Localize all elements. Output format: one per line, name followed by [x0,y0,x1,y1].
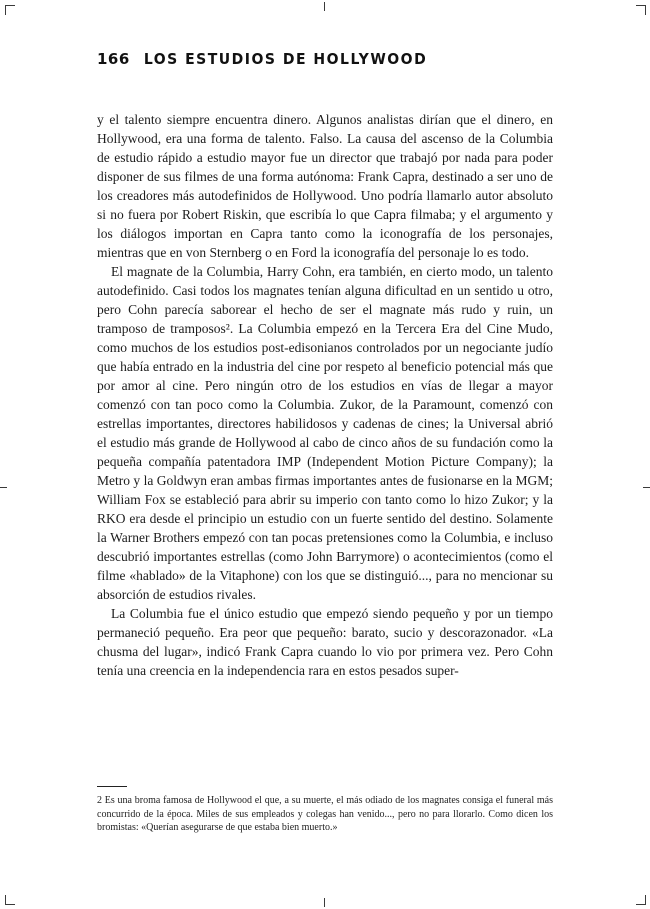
crop-mark-top-center [324,2,325,11]
crop-mark-bottom-left [5,895,15,905]
footnote [97,786,553,835]
crop-mark-top-left [5,5,15,15]
paragraph-3: La Columbia fue el único estudio que empezó siendo pequeño y por un tiempo permaneció pequeño. Era peor que pequeño: barato, sucio y descorazonador. «La chusma del lugar», indicó Frank Capra cuando lo vio por primera vez. Pero Cohn tenía una creencia en la independencia rara en estos pesados super- [97,606,553,678]
footnote-text: 2 Es una broma famosa de Hollywood el que, a su muerte, el más odiado de los magnates consiga el funeral más concurrido de la época. Miles de sus empleados y colegas han venido..., pero no para llorarlo. Como dicen los bromistas: «Querían asegurarse de que estaba bien muerto.» [97,795,553,833]
paragraph-2: El magnate de la Columbia, Harry Cohn, era también, en cierto modo, un talento autodefinido. Casi todos los magnates tenían alguna dificultad en un sentido u otro, pero Cohn parecía saborear el hecho de ser el magnate más rudo y ruin, un tramposo de tramposos². La Columbia empezó en la Tercera Era del Cine Mudo, como muchos de los estudios post-edisonianos controlados por un negociante judío que había entrado en la industria del cine por respeto al beneficio potencial más que por amor al cine. Pero ningún otro de los estudios en vías de llegar a mayor comenzó con tan poco como la Columbia. Zukor, de la Paramount, comenzó con estrellas importantes, directores habilidosos y cadenas de cines; la Universal abrió el estudio más grande de Hollywood al cabo de cinco años de su fundación como la pequeña compañía patentadora IMP (Independent Motion Picture Company); la Metro y la Goldwyn eran ambas firmas importantes antes de fusionarse en la MGM; William Fox se estableció para abrir su imperio con tanto como lo hizo Zukor; y la RKO era desde el principio un estudio con un fuerte sentido del destino. Solamente la Warner Brothers empezó con tan pocas pretensiones como la Columbia, e incluso descubrió importantes estrellas (como John Barrymore) o acontecimientos (como el filme «hablado» de la Vitaphone) con los que se distinguió..., para no mencionar su absorción de estudios rivales. [97,264,553,602]
page-number: 166 [97,50,130,68]
crop-mark-top-right [636,5,646,15]
crop-mark-middle-left [0,487,7,488]
running-title: LOS ESTUDIOS DE HOLLYWOOD [143,51,428,69]
crop-mark-bottom-center [324,898,325,907]
footnote-rule [97,786,127,787]
paragraph-1: y el talento siempre encuentra dinero. Algunos analistas dirían que el dinero, en Hollywood, era una forma de talento. Falso. La causa del ascenso de la Columbia de estudio rápido a estudio mayor fue un director que trabajó por nada para poder disponer de sus filmes de una forma autónoma: Frank Capra, destinado a ser uno de los creadores más autodefinidos de Hollywood. Uno podría llamarlo autor absoluto si no fuera por Robert Riskin, que escribía lo que Capra filmaba; y el argumento y los diálogos importan en Capra tanto como la iconografía de los personajes, mientras que en von Sternberg o en Ford la iconografía del personaje lo es todo. [97,112,553,260]
crop-mark-bottom-right [636,895,646,905]
crop-mark-middle-right [643,487,650,488]
running-header [97,50,427,68]
body-text [97,110,553,680]
